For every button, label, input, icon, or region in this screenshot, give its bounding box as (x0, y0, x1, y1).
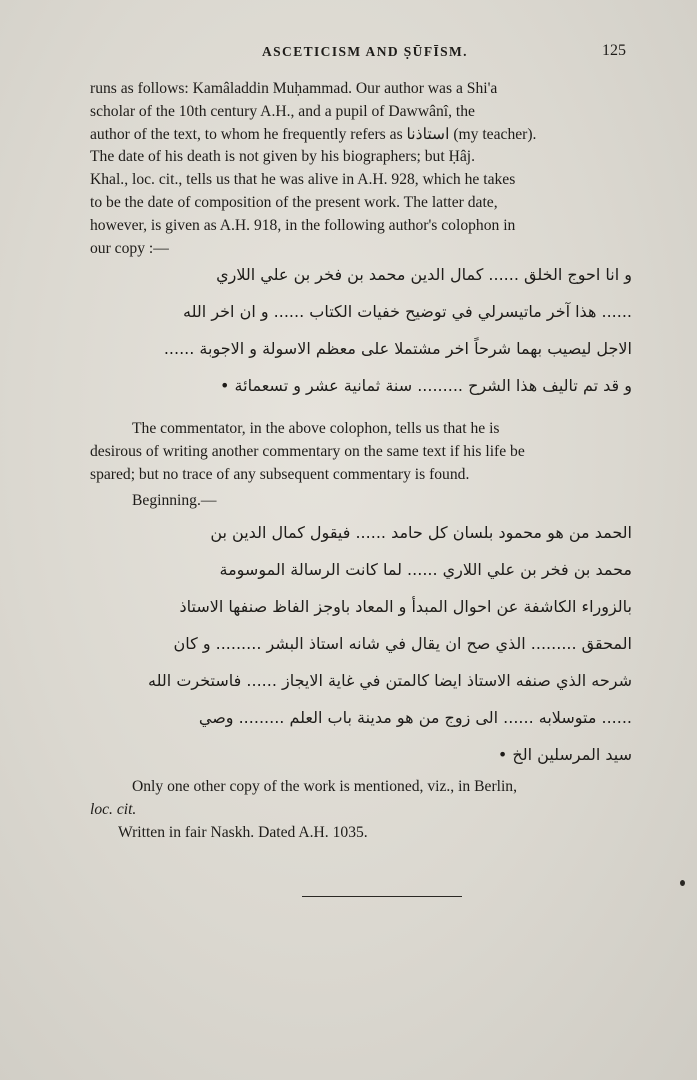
ink-speck (680, 880, 685, 886)
beginning-heading (90, 490, 636, 513)
page-number: 125 (602, 42, 626, 59)
closing-rule (302, 896, 462, 897)
text-line: Written in fair Naskh. Dated A.H. 1035. (118, 823, 368, 841)
text-line: however, is given as A.H. 918, in the following author's colophon in (90, 216, 516, 234)
arabic-line: ...... متوسلابه ...... الى زوج من هو مدينة باب العلم ......... وصي (198, 708, 632, 727)
arabic-line: المحقق ......... الذي صح ان يقال في شانه استاذ البشر ......... و كان (173, 634, 632, 653)
beginning-arabic-block (104, 514, 632, 773)
arabic-line: ...... هذا آخر ماتيسرلي في توضيح خفيات الكتاب ...... و ان اخر الله (183, 302, 632, 321)
text-line: to be the date of composition of the present work. The latter date, (90, 193, 498, 211)
arabic-line: الحمد من هو محمود بلسان كل حامد ...... فيقول كمال الدين بن (210, 523, 632, 542)
text-line: desirous of writing another commentary on the same text if his life be (90, 442, 525, 460)
closing-notes (90, 776, 636, 844)
arabic-line: سيد المرسلين الخ • (497, 745, 632, 764)
page-header (0, 44, 697, 68)
arabic-line: و انا احوج الخلق ...... كمال الدين محمد بن فخر بن علي اللاري (216, 265, 632, 284)
running-head: ASCETICISM AND ṢŪFĪSM. (262, 44, 468, 59)
arabic-line: بالزوراء الكاشفة عن احوال المبدأ و المعاد باوجز الفاظ صنفها الاستاذ (179, 597, 632, 616)
text-line: The commentator, in the above colophon, tells us that he is (132, 420, 500, 437)
arabic-line: الاجل ليصيب بهما شرحاً اخر مشتملا على معظم الاسولة و الاجوبة ...... (163, 339, 632, 358)
text-line: loc. cit. (90, 800, 137, 818)
text-line: runs as follows: Kamâladdin Muḥammad. Our author was a Shi'a (90, 80, 498, 97)
colophon-arabic-block (104, 256, 632, 404)
text-line: Only one other copy of the work is mentioned, viz., in Berlin, (132, 778, 518, 795)
arabic-line: و قد تم تاليف هذا الشرح ......... سنة ثمانية عشر و تسعمائة • (220, 376, 632, 395)
paragraph-commentator (90, 418, 636, 486)
text-line: The date of his death is not given by his biographers; but Ḥâj. (90, 148, 476, 166)
text-line: our copy :— (90, 239, 169, 257)
text-line: Khal., loc. cit., tells us that he was alive in A.H. 928, which he takes (90, 171, 516, 189)
text-line: author of the text, to whom he frequently refers as استاذنا (my teacher). (90, 125, 537, 143)
text-line: spared; but no trace of any subsequent commentary is found. (90, 465, 470, 483)
arabic-line: محمد بن فخر بن علي اللاري ...... لما كانت الرسالة الموسومة (219, 560, 632, 579)
beginning-label: Beginning.— (132, 492, 217, 509)
text-line: scholar of the 10th century A.H., and a pupil of Dawwânî, the (90, 102, 475, 120)
arabic-line: شرحه الذي صنفه الاستاذ ايضا كالمتن في غاية الايجاز ...... فاستخرت الله (148, 671, 632, 690)
paragraph-description (90, 78, 636, 260)
